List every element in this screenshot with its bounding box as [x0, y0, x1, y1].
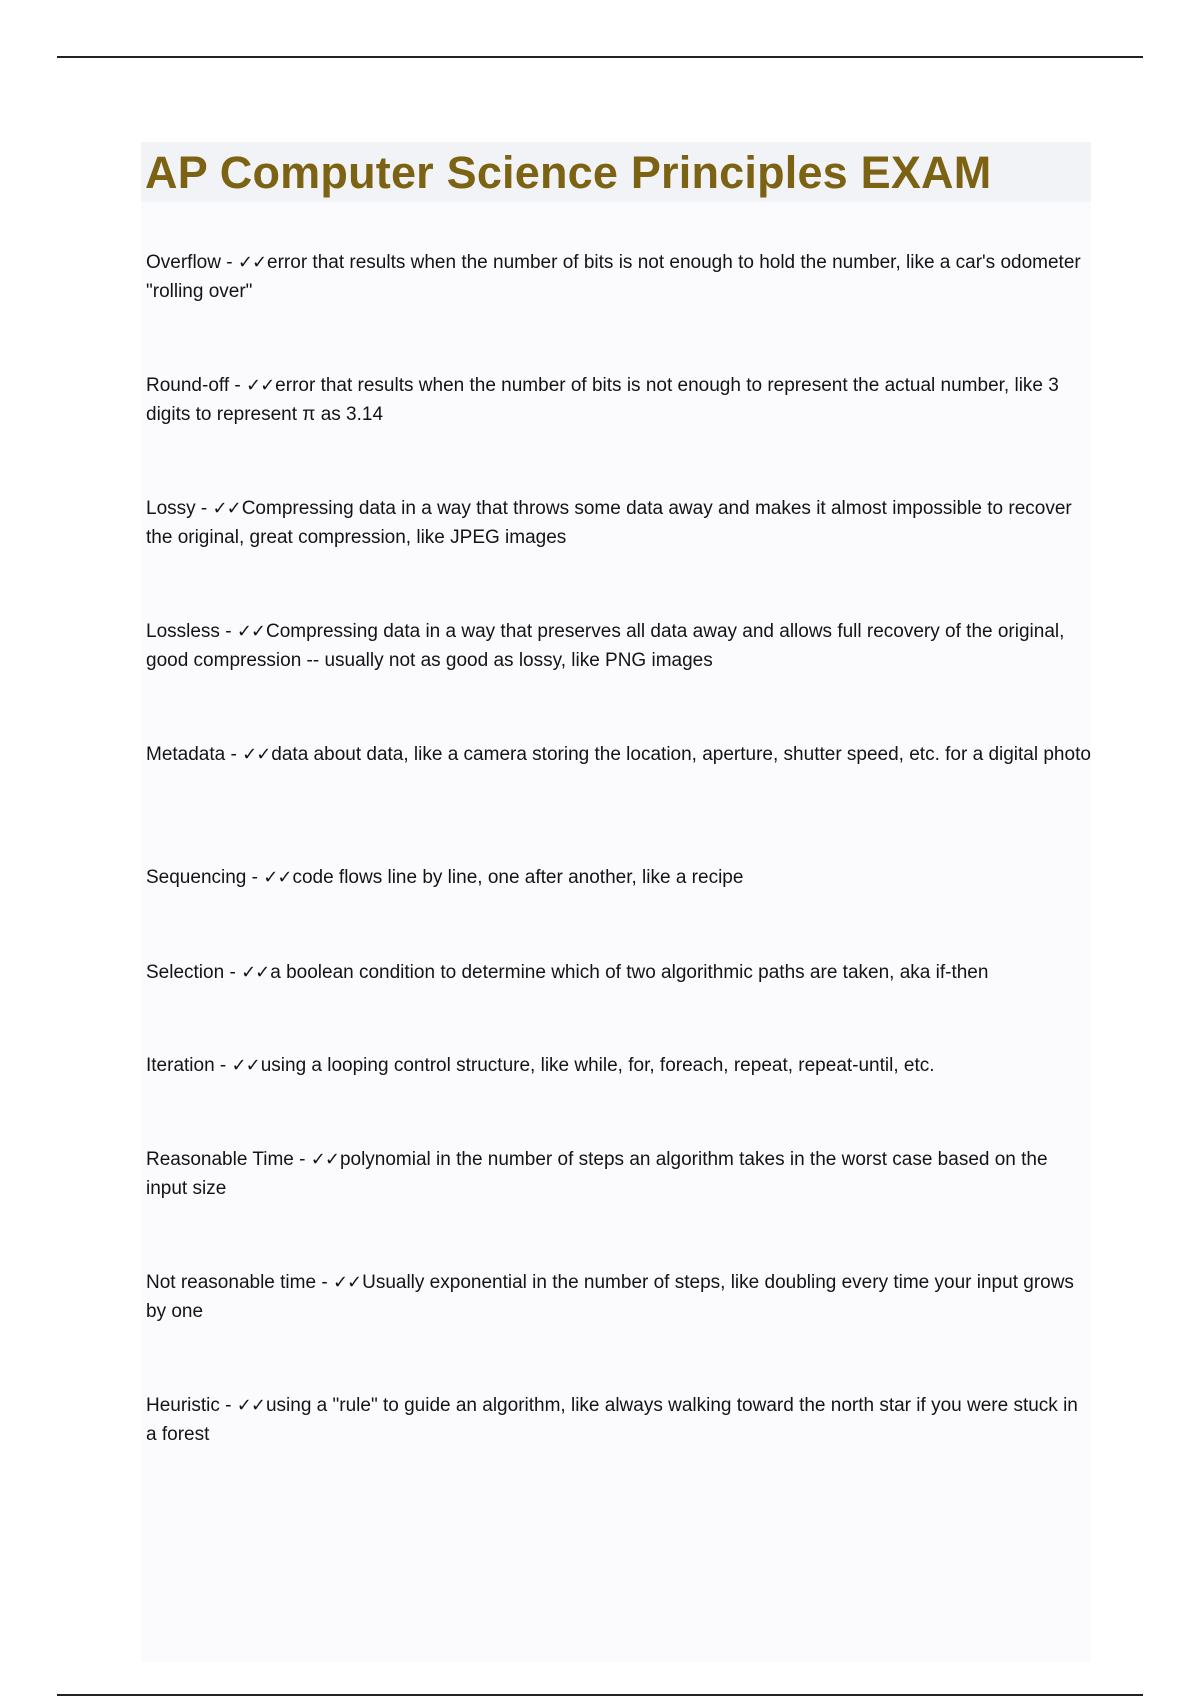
- entry-term: Not reasonable time: [146, 1272, 317, 1293]
- double-check-icon: ✓✓: [231, 1055, 260, 1076]
- entry-term: Heuristic: [146, 1395, 220, 1416]
- entry-term: Selection: [146, 962, 225, 983]
- entry-term: Sequencing: [146, 867, 247, 888]
- entry-term: Overflow: [146, 252, 221, 273]
- document-title: AP Computer Science Principles EXAM: [145, 146, 992, 198]
- definition-entry: [146, 494, 1091, 552]
- entry-definition: data about data, like a camera storing the location, aperture, shutter speed, etc. for a digital photo: [271, 744, 1091, 765]
- entry-separator: -: [225, 744, 243, 765]
- entry-definition: Compressing data in a way that preserves all data away and allows full recovery of the original, good compression -- usually not as good as lossy, like PNG images: [146, 621, 1065, 671]
- double-check-icon: ✓✓: [236, 621, 265, 642]
- entry-definition: using a "rule" to guide an algorithm, like always walking toward the north star if you were stuck in a forest: [146, 1395, 1078, 1445]
- entry-definition: polynomial in the number of steps an algorithm takes in the worst case based on the input size: [146, 1149, 1048, 1199]
- entry-separator: -: [219, 1395, 237, 1416]
- bottom-divider: [57, 1694, 1143, 1696]
- double-check-icon: ✓✓: [332, 1272, 362, 1293]
- entry-term: Reasonable Time: [146, 1149, 294, 1170]
- entry-definition: error that results when the number of bits is not enough to represent the actual number, like 3 digits to represent π as 3.14: [146, 375, 1059, 425]
- entry-definition: code flows line by line, one after another, like a recipe: [292, 867, 744, 888]
- entry-definition: a boolean condition to determine which of two algorithmic paths are taken, aka if-then: [270, 962, 989, 983]
- definition-entry: [146, 617, 1091, 675]
- top-divider: [57, 56, 1143, 58]
- double-check-icon: ✓✓: [212, 498, 241, 519]
- entry-separator: -: [224, 962, 242, 983]
- entry-term: Iteration: [146, 1055, 215, 1076]
- entry-separator: -: [316, 1272, 333, 1293]
- definition-entry: [146, 371, 1091, 429]
- double-check-icon: ✓✓: [310, 1149, 339, 1170]
- entry-separator: -: [220, 252, 238, 273]
- definition-entry: [146, 248, 1091, 306]
- double-check-icon: ✓✓: [236, 1395, 265, 1416]
- entry-definition: Compressing data in a way that throws some data away and makes it almost impossible to recover the original, great compression, like JPEG images: [146, 498, 1072, 548]
- double-check-icon: ✓✓: [246, 375, 275, 396]
- entry-definition: error that results when the number of bits is not enough to hold the number, like a car's odometer "rolling over": [146, 252, 1081, 302]
- definition-entry: [146, 740, 1091, 769]
- entry-term: Lossless: [146, 621, 220, 642]
- double-check-icon: ✓✓: [241, 962, 270, 983]
- entry-separator: -: [246, 867, 264, 888]
- definition-entry: [146, 1391, 1091, 1449]
- entry-term: Round-off: [146, 375, 230, 396]
- entry-separator: -: [229, 375, 246, 396]
- definition-entry: [146, 863, 1091, 892]
- entry-separator: -: [214, 1055, 232, 1076]
- entry-separator: -: [219, 621, 237, 642]
- entry-term: Metadata: [146, 744, 226, 765]
- title-bar: [141, 142, 1091, 202]
- double-check-icon: ✓✓: [242, 744, 271, 765]
- definition-entry: [146, 1268, 1091, 1326]
- entry-definition: Usually exponential in the number of steps, like doubling every time your input grows by one: [146, 1272, 1074, 1322]
- entry-term: Lossy: [146, 498, 196, 519]
- double-check-icon: ✓✓: [237, 252, 267, 273]
- definition-entry: [146, 1051, 1091, 1080]
- entry-separator: -: [195, 498, 213, 519]
- definition-entry: [146, 1145, 1091, 1203]
- entry-separator: -: [293, 1149, 311, 1170]
- definition-entry: [146, 958, 1091, 987]
- page-content: [141, 142, 1091, 1662]
- entry-definition: using a looping control structure, like while, for, foreach, repeat, repeat-until, etc.: [260, 1055, 935, 1076]
- double-check-icon: ✓✓: [263, 867, 292, 888]
